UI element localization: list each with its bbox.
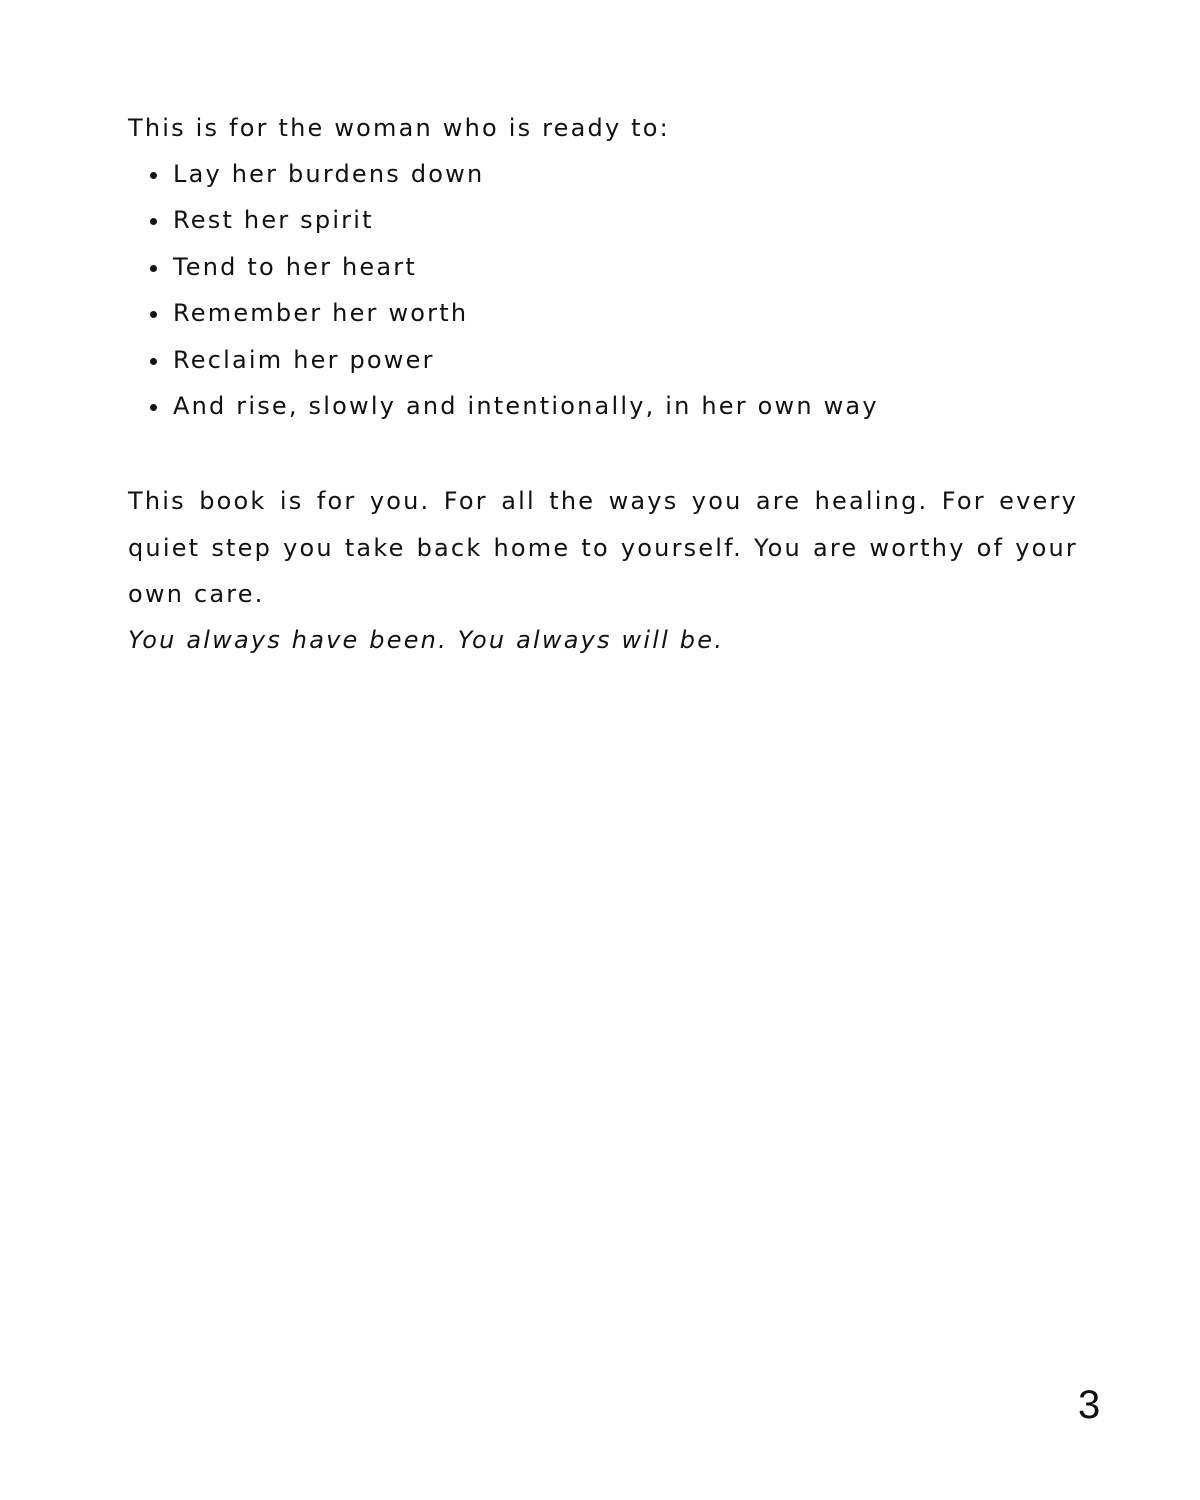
bullet-icon — [150, 172, 157, 179]
body-paragraph: This book is for you. For all the ways you are healing. For every quiet step you take back home to yourself. You are worthy of your own care. — [128, 487, 1078, 608]
list-item — [128, 383, 1078, 429]
bullet-icon — [150, 404, 157, 411]
bullet-icon — [150, 265, 157, 272]
intro-text: This is for the woman who is ready to: — [128, 114, 670, 142]
list-item-text: Rest her spirit — [173, 206, 374, 235]
list-item-text: And rise, slowly and intentionally, in her own way — [173, 392, 879, 421]
bullet-icon — [150, 311, 157, 318]
list-item — [128, 244, 1078, 290]
list-item — [128, 290, 1078, 336]
list-item-text: Remember her worth — [173, 299, 469, 328]
bullet-icon — [150, 218, 157, 225]
list-item — [128, 151, 1078, 197]
page-content — [128, 108, 1078, 429]
list-item — [128, 337, 1078, 383]
closing-line: You always have been. You always will be. — [128, 626, 725, 654]
list-item-text: Lay her burdens down — [173, 160, 485, 188]
bullet-icon — [150, 358, 157, 365]
list-item-text: Tend to her heart — [173, 252, 417, 281]
page-number: 3 — [1078, 1383, 1101, 1427]
list-item-text: Reclaim her power — [173, 345, 435, 374]
list-item — [128, 197, 1078, 243]
bullet-list — [128, 151, 1078, 429]
